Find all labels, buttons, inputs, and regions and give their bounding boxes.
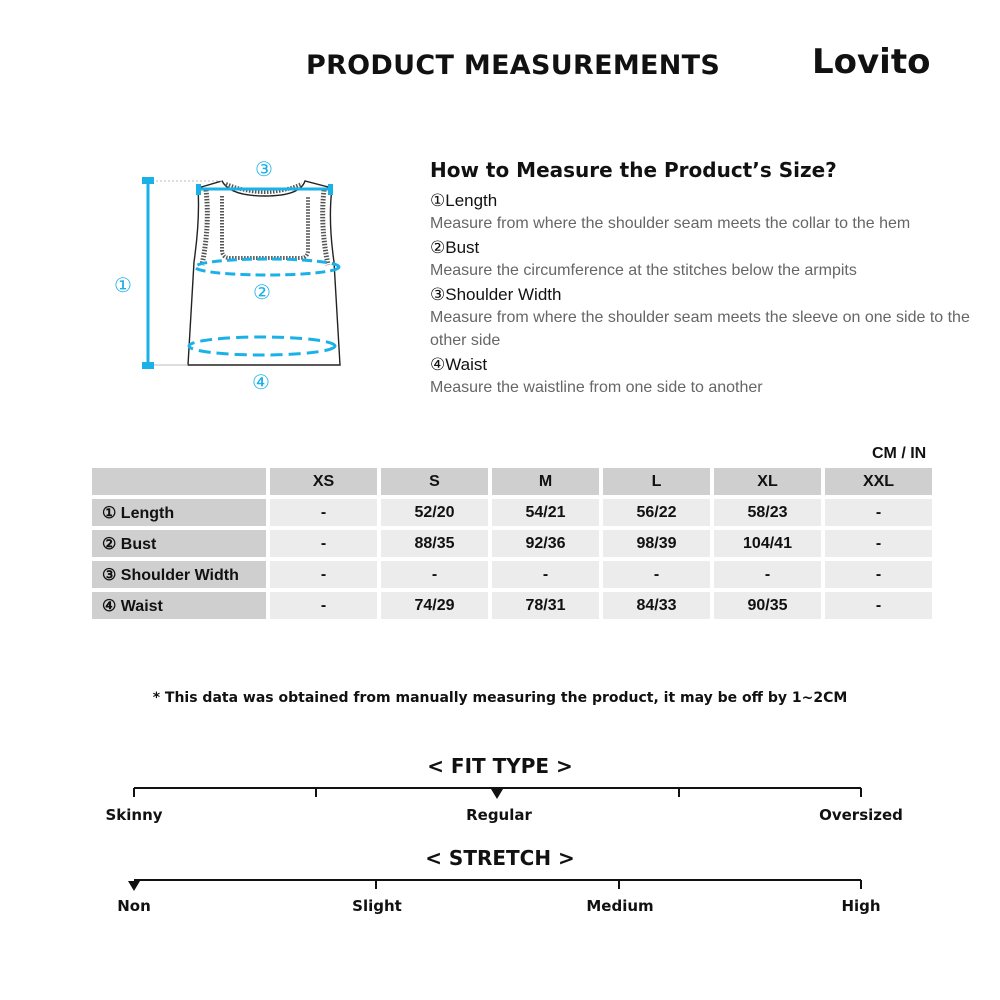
fit-label-regular: Regular	[466, 806, 532, 824]
marker-length: ①	[114, 275, 132, 297]
table-row	[92, 530, 932, 557]
column-header: S	[381, 468, 488, 495]
stretch-label-slight: Slight	[352, 897, 402, 915]
table-cell: 92/36	[492, 530, 599, 557]
row-label: ① Length	[92, 499, 266, 526]
column-header: XL	[714, 468, 821, 495]
table-corner-cell	[92, 468, 266, 495]
fit-label-skinny: Skinny	[105, 806, 163, 824]
table-cell: -	[825, 592, 932, 619]
stretch-label-non: Non	[117, 897, 151, 915]
instruction-desc: Measure the circumference at the stitches below the armpits	[430, 262, 857, 279]
table-cell: 84/33	[603, 592, 710, 619]
size-table	[88, 464, 936, 623]
instruction-name: ③Shoulder Width	[430, 285, 562, 304]
column-header: L	[603, 468, 710, 495]
page-title: PRODUCT MEASUREMENTS	[306, 50, 721, 81]
table-row	[92, 499, 932, 526]
table-cell: -	[270, 561, 377, 588]
table-cell: 58/23	[714, 499, 821, 526]
table-cell: -	[270, 499, 377, 526]
table-cell: 90/35	[714, 592, 821, 619]
stretch-title: < STRETCH >	[425, 846, 575, 870]
row-label: ③ Shoulder Width	[92, 561, 266, 588]
stretch-label-high: High	[841, 897, 881, 915]
column-header: XXL	[825, 468, 932, 495]
stretch-label-medium: Medium	[586, 897, 654, 915]
instruction-name: ①Length	[430, 191, 498, 210]
table-cell: -	[825, 499, 932, 526]
table-row	[92, 592, 932, 619]
table-cell: 78/31	[492, 592, 599, 619]
marker-bust: ②	[253, 282, 271, 304]
instruction-desc: Measure the waistline from one side to another	[430, 379, 763, 396]
table-cell: -	[381, 561, 488, 588]
fit-type-indicator	[491, 789, 503, 799]
marker-shoulder: ③	[255, 159, 273, 181]
table-row	[92, 561, 932, 588]
table-cell: -	[714, 561, 821, 588]
tank-top-illustration	[100, 150, 360, 400]
instruction-desc: Measure from where the shoulder seam meets the collar to the hem	[430, 215, 911, 232]
table-cell: -	[270, 530, 377, 557]
fit-type-title: < FIT TYPE >	[427, 754, 573, 778]
table-cell: -	[825, 561, 932, 588]
instruction-name: ④Waist	[430, 355, 488, 374]
fit-label-oversized: Oversized	[819, 806, 903, 824]
measurement-disclaimer: * This data was obtained from manually measuring the product, it may be off by 1~2CM	[152, 690, 848, 706]
table-cell: -	[270, 592, 377, 619]
instruction-desc: Measure from where the shoulder seam meets the sleeve on one side to the other side	[430, 309, 970, 349]
row-label: ④ Waist	[92, 592, 266, 619]
instruction-name: ②Bust	[430, 238, 480, 257]
column-header: M	[492, 468, 599, 495]
table-cell: 52/20	[381, 499, 488, 526]
table-cell: 104/41	[714, 530, 821, 557]
table-cell: 54/21	[492, 499, 599, 526]
measure-instructions	[430, 158, 970, 401]
table-cell: 74/29	[381, 592, 488, 619]
stretch-indicator	[128, 881, 140, 891]
column-header: XS	[270, 468, 377, 495]
instructions-title: How to Measure the Product’s Size?	[430, 158, 837, 182]
table-cell: 98/39	[603, 530, 710, 557]
table-cell: 88/35	[381, 530, 488, 557]
table-cell: 56/22	[603, 499, 710, 526]
table-header-row	[92, 468, 932, 495]
unit-label: CM / IN	[872, 445, 927, 462]
table-cell: -	[492, 561, 599, 588]
marker-waist: ④	[252, 372, 270, 394]
brand-logo: Lovito	[812, 42, 931, 82]
table-cell: -	[603, 561, 710, 588]
table-cell: -	[825, 530, 932, 557]
row-label: ② Bust	[92, 530, 266, 557]
